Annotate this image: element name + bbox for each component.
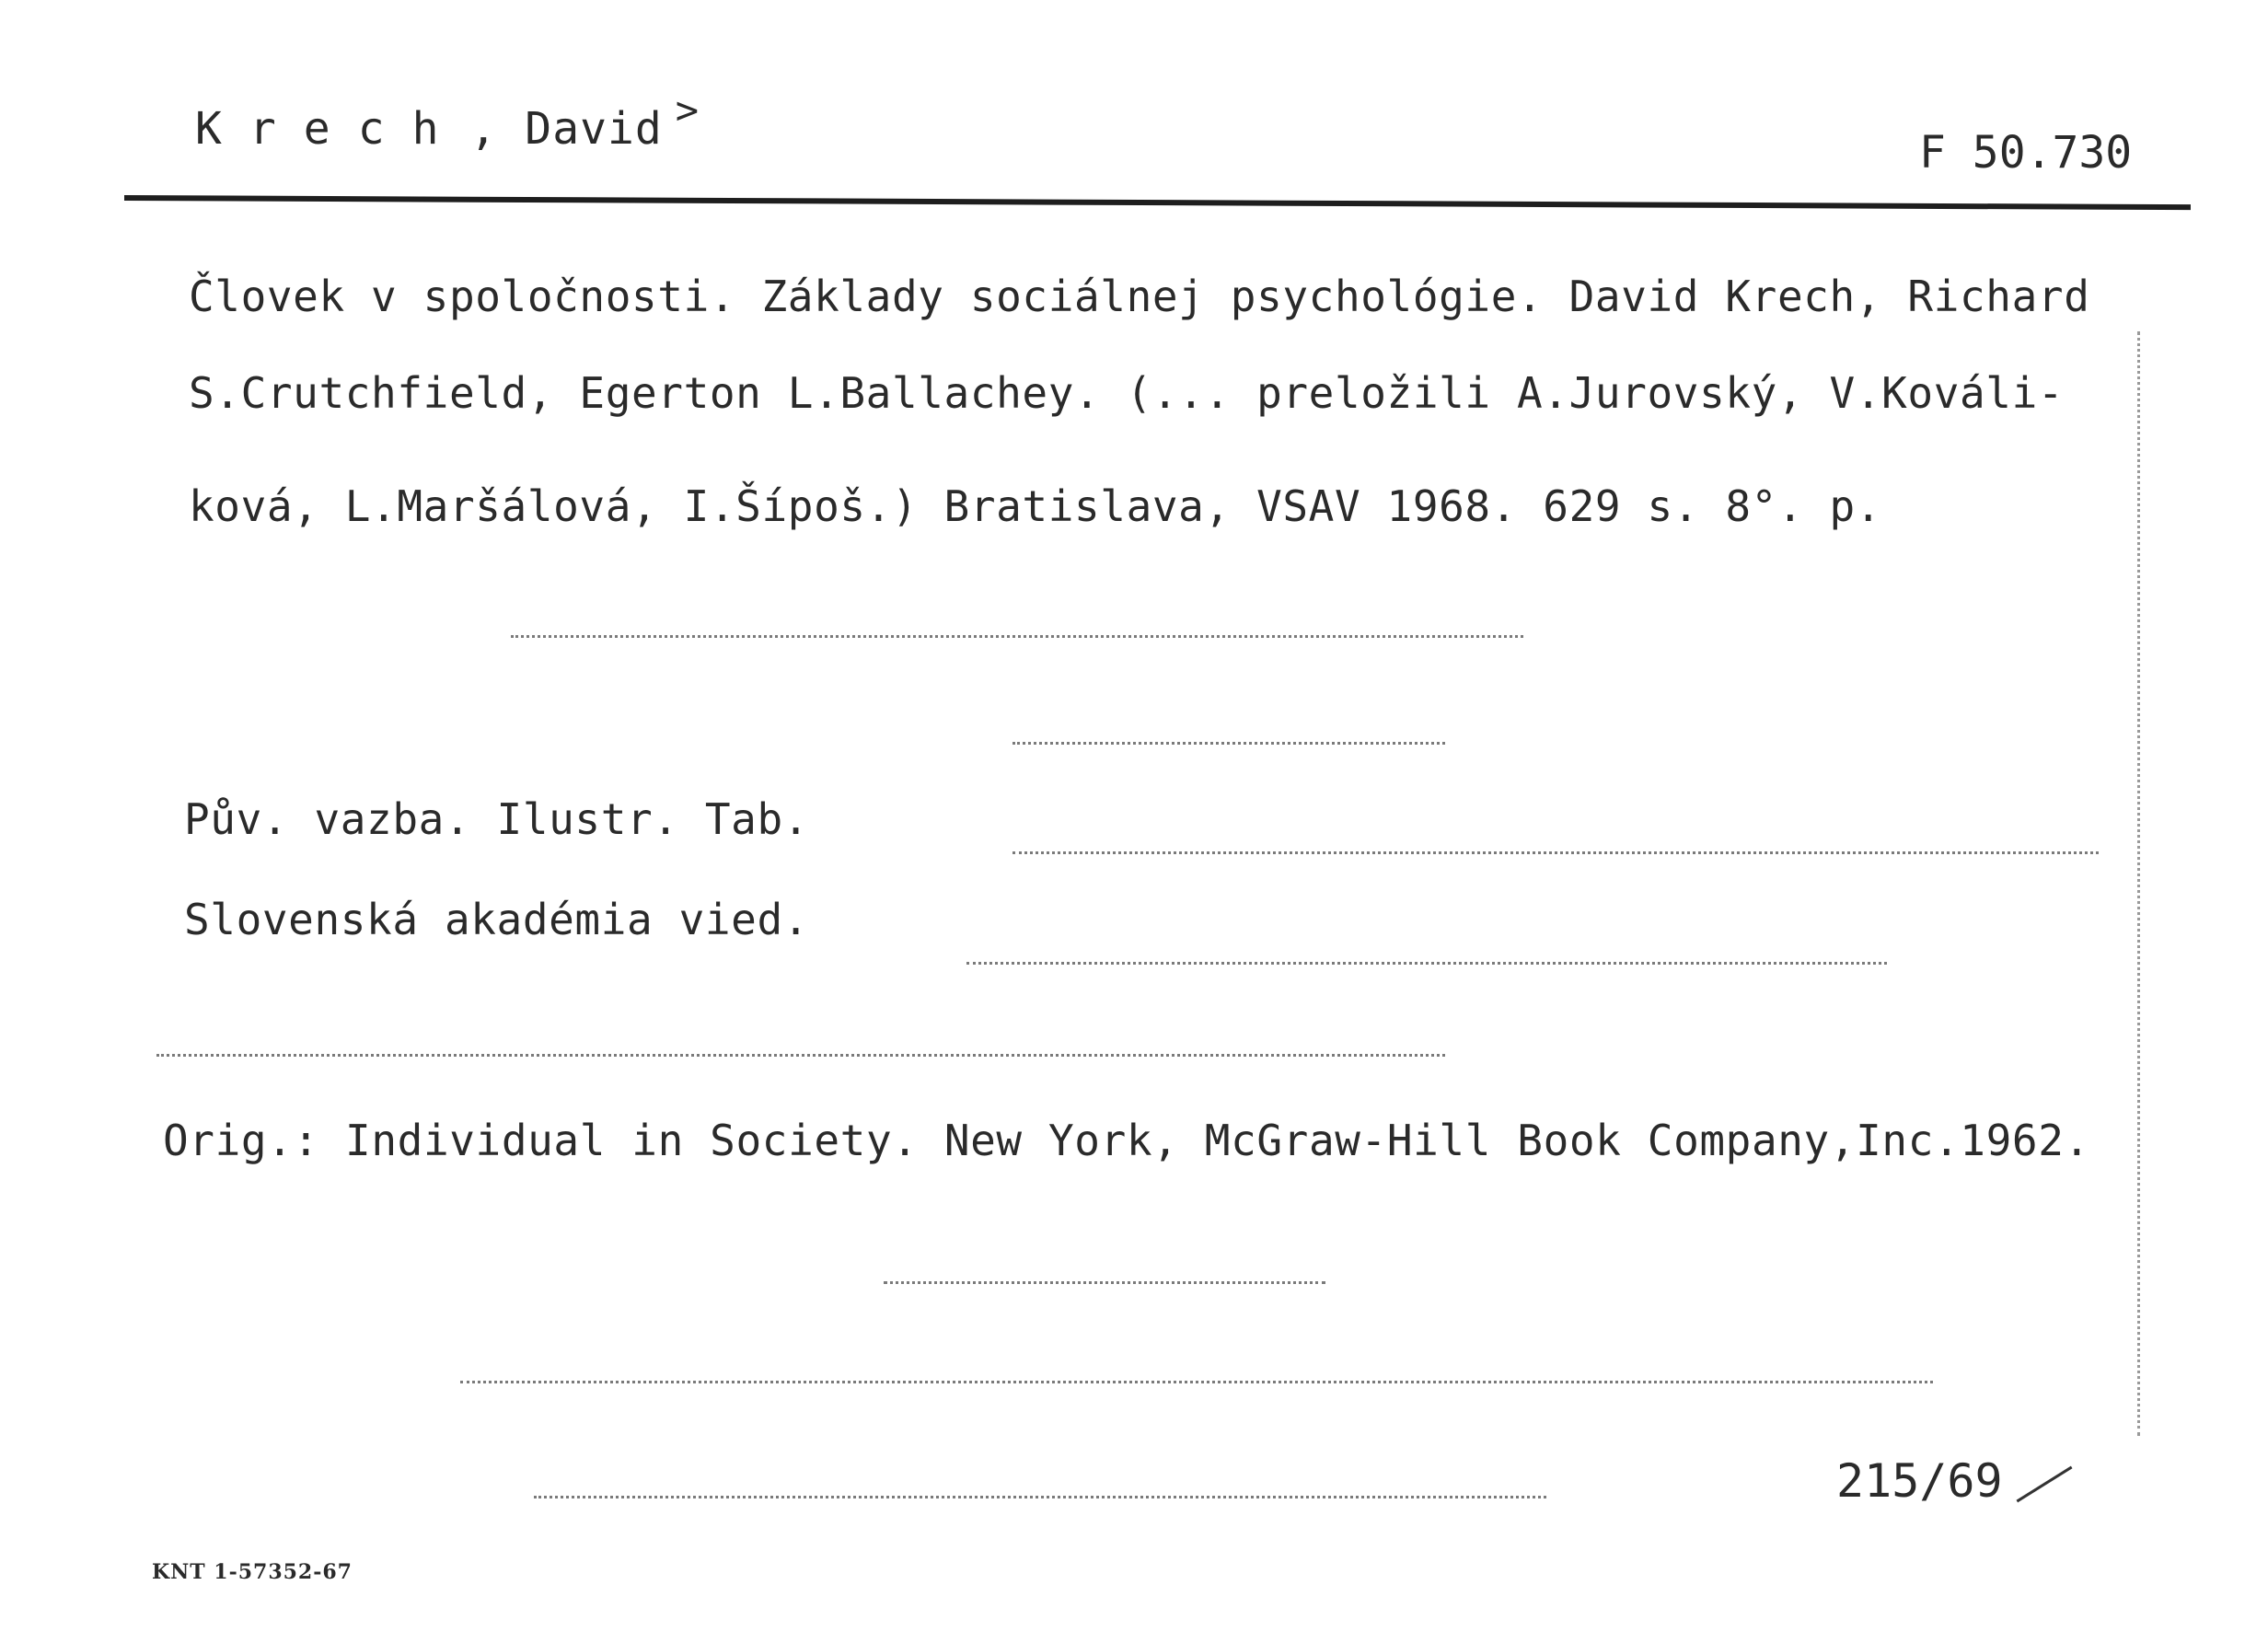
scan-artifact-line: [1012, 851, 2099, 854]
author-heading: [195, 87, 700, 155]
scan-artifact-line: [534, 1496, 1546, 1498]
scan-artifact-line: [1012, 742, 1445, 745]
scan-artifact-line: [511, 635, 1523, 638]
scan-artifact-line: [966, 962, 1887, 965]
accession-number-text: 215/69: [1836, 1454, 2003, 1508]
scan-artifact-line: [156, 1054, 1445, 1057]
accession-number: [1836, 1454, 2077, 1508]
note-line-publisher: Slovenská akadémia vied.: [184, 895, 810, 944]
title-line-1: Človek v spoločnosti. Základy sociálnej psychológie. David Krech, Richard: [189, 272, 2090, 321]
heading-rule: [124, 195, 2191, 210]
original-title-line: Orig.: Individual in Society. New York, McGraw-Hill Book Company,Inc.1962.: [163, 1116, 2090, 1165]
author-surname: Krech: [195, 103, 467, 155]
printer-mark: KNT 1-57352-67: [152, 1560, 353, 1584]
shelfmark: F 50.730: [1919, 127, 2133, 179]
note-line-binding: Pův. vazba. Ilustr. Tab.: [184, 794, 810, 844]
title-line-3: ková, L.Maršálová, I.Šípoš.) Bratislava, VSAV 1968. 629 s. 8°. p.: [189, 481, 1882, 531]
author-given-name: , David: [469, 103, 663, 155]
check-mark: [2016, 1466, 2072, 1503]
scan-artifact-line: [884, 1281, 1325, 1284]
scan-artifact-line: [460, 1381, 1933, 1383]
scan-artifact-edge: [2137, 331, 2140, 1436]
title-line-2: S.Crutchfield, Egerton L.Ballachey. (... preložili A.Jurovský, V.Kováli-: [189, 368, 2065, 418]
heading-mark: >: [675, 87, 700, 133]
